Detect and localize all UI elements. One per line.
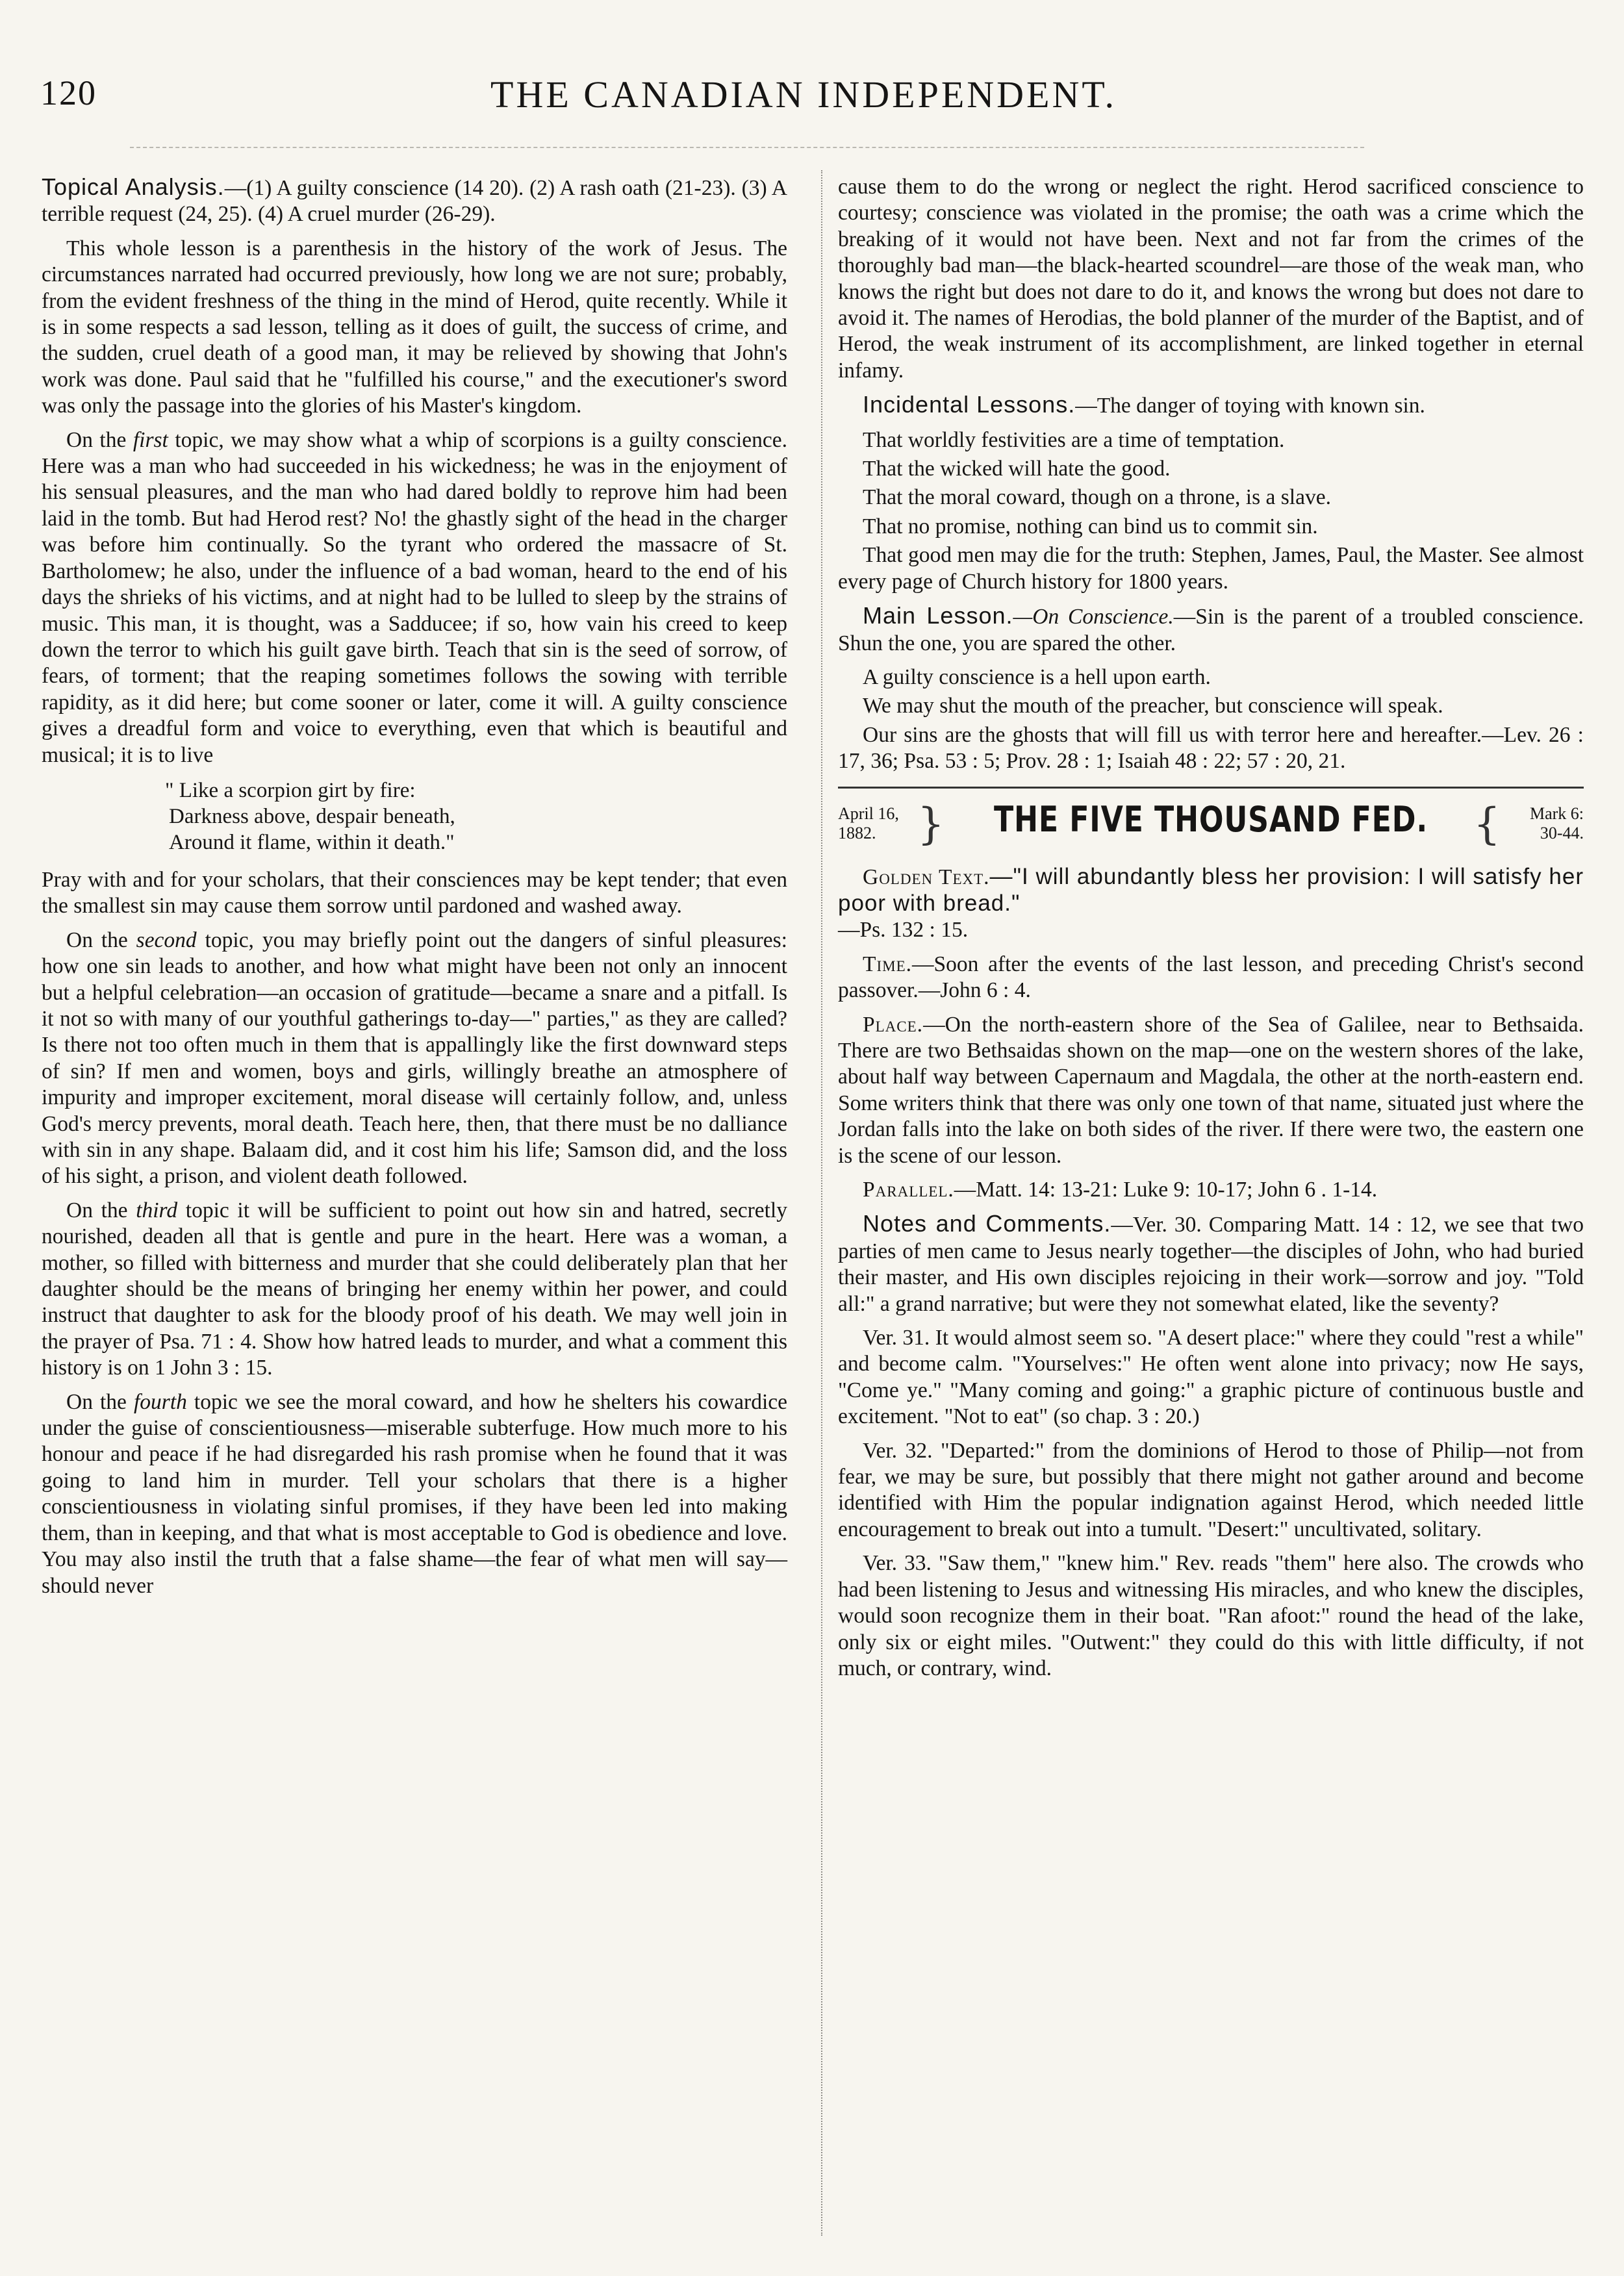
lesson-reference-line: 30-44. — [1540, 823, 1584, 842]
right-column — [838, 174, 1584, 1689]
emphasis: second — [136, 928, 197, 952]
incidental-lessons — [838, 392, 1584, 419]
emphasis: third — [136, 1198, 178, 1222]
notes-text: —Ver. 30. Comparing Matt. 14 : 12, we see that two parties of men came to Jesus nearly together—the disciples of John, who had buried their master, and His own disciples rejoicing in their work—sorrow and joy. "Told all:" a grand narrative; but were they not somewhat elated, like the seventy? — [838, 1213, 1584, 1316]
paragraph-text: topic it will be sufficient to point out how sin and hatred, secretly nourished, deaden all that is gentle and pure in the heart. Here was a woman, a mother, so filled with bitterness and murder that she could deliberately plan that her daughter should be the means of bringing her enemy within her power, and could instruct that daughter to ask for the bloody proof of his death. We may well join in the prayer of Psa. 71 : 4. Show how hatred leads to murder, and what a comment this history is on 1 John 3 : 15. — [42, 1198, 787, 1380]
lead-text: On the — [66, 928, 136, 952]
notes-and-comments — [838, 1211, 1584, 1317]
place-text: —On the north-eastern shore of the Sea of Galilee, near to Bethsaida. There are two Bethsaidas shown on the map—one on the western shores of the lake, about half way between Capernaum and Magdala, the other at the north-eastern end. Some writers think that there was only one town of that name, situated just where the Jordan falls into the lake on both sides of the river. If there were two, the eastern one is the scene of our lesson. — [838, 1012, 1584, 1168]
lesson-date-line: April 16, — [838, 803, 899, 823]
verse-note: Ver. 32. "Departed:" from the dominions of Herod to those of Philip—not from fear, we may be sure, but possibly that there might not gather around and become identified with Him the popular indignation against Herod, which needed little encouragement to break out into a tumult. "Desert:" uncultivated, solitary. — [838, 1438, 1584, 1541]
lesson-item: That no promise, nothing can bind us to commit sin. — [863, 514, 1318, 538]
golden-text-quote: —"I will abundantly bless her provision: I will satisfy her poor with bread." — [838, 863, 1584, 916]
golden-text — [838, 864, 1584, 944]
brace-left-glyph: { — [1473, 798, 1501, 849]
topical-analysis-heading: Topical Analysis. — [42, 173, 225, 200]
main-lesson-heading: Main Lesson. — [863, 602, 1013, 629]
left-column — [42, 174, 787, 1607]
lesson-item: Our sins are the ghosts that will fill us with terror here and hereafter.—Lev. 26 : 17, 36; Psa. 53 : 5; Prov. 28 : 1; Isaiah 48 : 22; 57 : 20, 21. — [838, 722, 1584, 774]
paragraph-continued: cause them to do the wrong or neglect the right. Herod sacrificed conscience to courtesy; conscience was violated in the promise; the oath was a crime which the breaking of it would not have been. Next and not far from the crimes of the thoroughly bad man—the black-hearted scoundrel—are those of the weak man, who knows the right but does not dare to do it, and knows the wrong but does not dare to avoid it. The names of Herodias, the bold planner of the murder of the Baptist, and of Herod, the weak instrument of its accomplishment, are linked together in eternal infamy. — [838, 175, 1584, 383]
poem-line: Around it flame, within it death." — [169, 830, 455, 854]
lesson-item: That the moral coward, though on a throne, is a slave. — [863, 485, 1331, 510]
topical-analysis — [42, 174, 787, 228]
running-head — [40, 73, 1567, 125]
golden-text-ref: —Ps. 132 : 15. — [838, 918, 969, 942]
header-rule — [130, 147, 1364, 148]
emphasis: fourth — [133, 1389, 187, 1414]
lead-text: On the — [66, 1389, 134, 1414]
lesson-date — [838, 804, 899, 843]
paragraph-second-topic — [42, 928, 787, 1190]
verse-note: Ver. 31. It would almost seem so. "A desert place:" where they could "rest a while" and become calm. "Yourselves:" He often went alone into privacy; now He says, "Come ye." "Many coming and going:" a graphic picture of continuous bustle and excitement. "Not to eat" (so chap. 3 : 20.) — [838, 1326, 1584, 1429]
lesson-item: That good men may die for the truth: Stephen, James, Paul, the Master. See almost every page of Church history for 1800 years. — [838, 543, 1584, 594]
paragraph-text: topic we see the moral coward, and how he shelters his cowardice under the guise of conscientiousness—miserable subterfuge. How much more to his honour and peace if he had disregarded his rash promise when he found that it was going to land him in murder. Tell your scholars that there is a higher conscientiousness in violating sinful promises, if they have been led into making them, than in keeping, and that what is most acceptable to God is obedience and love. You may also instil the truth that a false shame—the fear of what men will say—should never — [42, 1389, 787, 1598]
paragraph: This whole lesson is a parenthesis in the history of the work of Jesus. The circumstances narrated had occurred previously, how long we are not sure; probably, from the evident freshness of the thing in the mind of Herod, quite recently. While it is in some respects a sad lesson, telling as it does of guilt, the success of crime, and the sudden, cruel death of a good man, it may be relieved by showing that John's work was done. Paul said that he "fulfilled his course," and the executioner's sword was only the passage into the glories of his Master's kingdom. — [42, 236, 787, 418]
lesson-reference-line: Mark 6: — [1529, 803, 1584, 823]
brace-right-glyph: } — [917, 798, 945, 849]
poem-quote — [165, 778, 787, 855]
poem-line: Darkness above, despair beneath, — [169, 804, 455, 828]
paragraph-text: topic, we may show what a whip of scorpions is a guilty conscience. Here was a man who had succeeded in his wickedness; he was in the enjoyment of his sensual pleasures, and the man who had dared boldly to reprove him had been laid in the tomb. But had Herod rest? No! the ghastly sight of the head in the charger was before him continually. So the tyrant who ordered the massacre of St. Bartholomew; he also, under the influence of a bad woman, heard to the end of his days the shrieks of his victims, and at night had to be lulled to sleep by the strains of music. This man, it is thought, was a Sadducee; if so, how vain his creed to keep down the terror to which his guilt gave birth. Teach that sin is the seed of sorrow, of fears, of torment; that the reaping sometimes follows the sowing with terrible rapidity, as it did here; but come sooner or later, come it will. A guilty conscience gives a dreadful form and voice to everything, even that which is beautiful and musical; it is to live — [42, 427, 787, 767]
main-lesson — [838, 603, 1584, 657]
incidental-lessons-heading: Incidental Lessons. — [863, 391, 1076, 418]
section-rule — [838, 787, 1584, 789]
column-divider — [821, 170, 822, 2236]
page-number: 120 — [40, 73, 97, 112]
main-lesson-text: —Sin is the parent of a troubled conscience. Shun the one, you are spared the other. — [838, 605, 1584, 655]
lesson-title: THE FIVE THOUSAND FED. — [994, 798, 1428, 840]
lesson-reference — [1530, 804, 1584, 843]
lesson-item: That the wicked will hate the good. — [863, 457, 1171, 481]
place-section — [838, 1012, 1584, 1169]
topical-analysis-text: —(1) A guilty conscience (14 20). (2) A rash oath (21-23). (3) A terrible request (24, 25). (4) A cruel murder (26-29). — [42, 176, 787, 227]
journal-title: THE CANADIAN INDEPENDENT. — [490, 73, 1117, 116]
lesson-header — [838, 798, 1584, 857]
paragraph-fourth-topic — [42, 1389, 787, 1599]
lead-text: On the — [66, 427, 133, 452]
golden-text-label: Golden Text. — [863, 865, 990, 889]
poem-line: " Like a scorpion girt by fire: — [165, 778, 416, 802]
paragraph-first-topic — [42, 427, 787, 768]
time-text: —Soon after the events of the last lesson, and preceding Christ's second passover.—John 6 : 4. — [838, 952, 1584, 1003]
paragraph: Pray with and for your scholars, that their consciences may be kept tender; that even the smallest sin may cause them sorrow until pardoned and washed away. — [42, 867, 787, 918]
lead-text: On the — [66, 1198, 136, 1222]
lesson-item: We may shut the mouth of the preacher, but conscience will speak. — [863, 694, 1443, 718]
parallel-section — [838, 1177, 1584, 1203]
parallel-text: —Matt. 14: 13-21: Luke 9: 10-17; John 6 . 1-14. — [954, 1178, 1378, 1202]
lesson-item: A guilty conscience is a hell upon earth. — [863, 664, 1211, 689]
time-section — [838, 952, 1584, 1004]
verse-note: Ver. 33. "Saw them," "knew him." Rev. reads "them" here also. The crowds who had been listening to Jesus and witnessing His miracles, and who knew the disciples, would soon recognize them in their boat. "Ran afoot:" round the head of the lake, only six or eight miles. "Outwent:" they could do this with little difficulty, if not much, or contrary, wind. — [838, 1551, 1584, 1680]
lesson-item: That worldly festivities are a time of temptation. — [863, 427, 1285, 452]
parallel-label: Parallel. — [863, 1178, 954, 1202]
place-label: Place. — [863, 1012, 924, 1037]
incidental-lessons-text: —The danger of toying with known sin. — [1075, 394, 1425, 418]
emphasis: first — [133, 427, 168, 452]
main-lesson-subhead: —On Conscience. — [1013, 605, 1174, 629]
paragraph-text: topic, you may briefly point out the dangers of sinful pleasures: how one sin leads to another, and how what might have been not only an innocent but a helpful celebration—an occasion of gratitude—became a snare and a pitfall. Is it not so with many of our youthful gatherings to-day—" parties," as they are called? Is there not too often much in them that is appallingly like the first downward steps of sin? If men and women, boys and girls, willingly breathe an atmosphere of impurity and improper excitement, moral disease will certainly follow, and, unless God's mercy prevents, moral death. Teach here, then, that there must be no dalliance with sin in any shape. Balaam did, and it cost him his life; Samson did, and the loss of his sight, a prison, and violent death followed. — [42, 928, 787, 1189]
time-label: Time. — [863, 952, 912, 976]
paragraph-third-topic — [42, 1198, 787, 1382]
notes-heading: Notes and Comments. — [863, 1210, 1111, 1237]
lesson-date-line: 1882. — [838, 823, 876, 842]
